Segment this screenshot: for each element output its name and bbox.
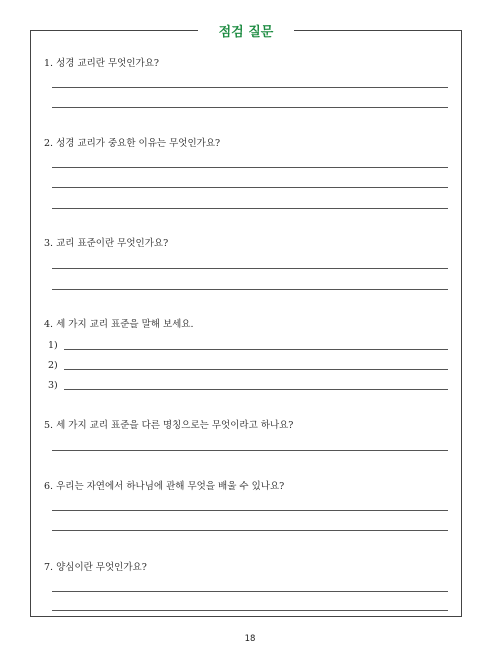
answer-line[interactable]: [52, 167, 448, 168]
question-2: 2. 성경 교리가 중요한 이유는 무엇인가요?: [44, 138, 221, 149]
question-3: 3. 교리 표준이란 무엇인가요?: [44, 238, 169, 249]
item-label-2: 2): [48, 360, 58, 371]
answer-line[interactable]: [64, 369, 448, 370]
answer-line[interactable]: [52, 268, 448, 269]
answer-line[interactable]: [52, 107, 448, 108]
question-6: 6. 우리는 자연에서 하나님에 관해 무엇을 배울 수 있나요?: [44, 481, 285, 492]
answer-line[interactable]: [64, 349, 448, 350]
section-title: 점검 질문: [198, 20, 294, 40]
question-5: 5. 세 가지 교리 표준을 다른 명칭으로는 무엇이라고 하나요?: [44, 420, 294, 431]
answer-line[interactable]: [52, 591, 448, 592]
item-label-1: 1): [48, 340, 58, 351]
answer-line[interactable]: [52, 450, 448, 451]
item-label-3: 3): [48, 380, 58, 391]
question-7: 7. 양심이란 무엇인가요?: [44, 562, 147, 573]
question-1: 1. 성경 교리란 무엇인가요?: [44, 58, 159, 69]
answer-line[interactable]: [52, 530, 448, 531]
answer-line[interactable]: [52, 187, 448, 188]
answer-line[interactable]: [52, 289, 448, 290]
answer-line[interactable]: [52, 610, 448, 611]
answer-line[interactable]: [52, 510, 448, 511]
answer-line[interactable]: [64, 389, 448, 390]
answer-line[interactable]: [52, 208, 448, 209]
page-number: 18: [244, 634, 256, 644]
answer-line[interactable]: [52, 87, 448, 88]
question-4: 4. 세 가지 교리 표준을 말해 보세요.: [44, 319, 194, 330]
